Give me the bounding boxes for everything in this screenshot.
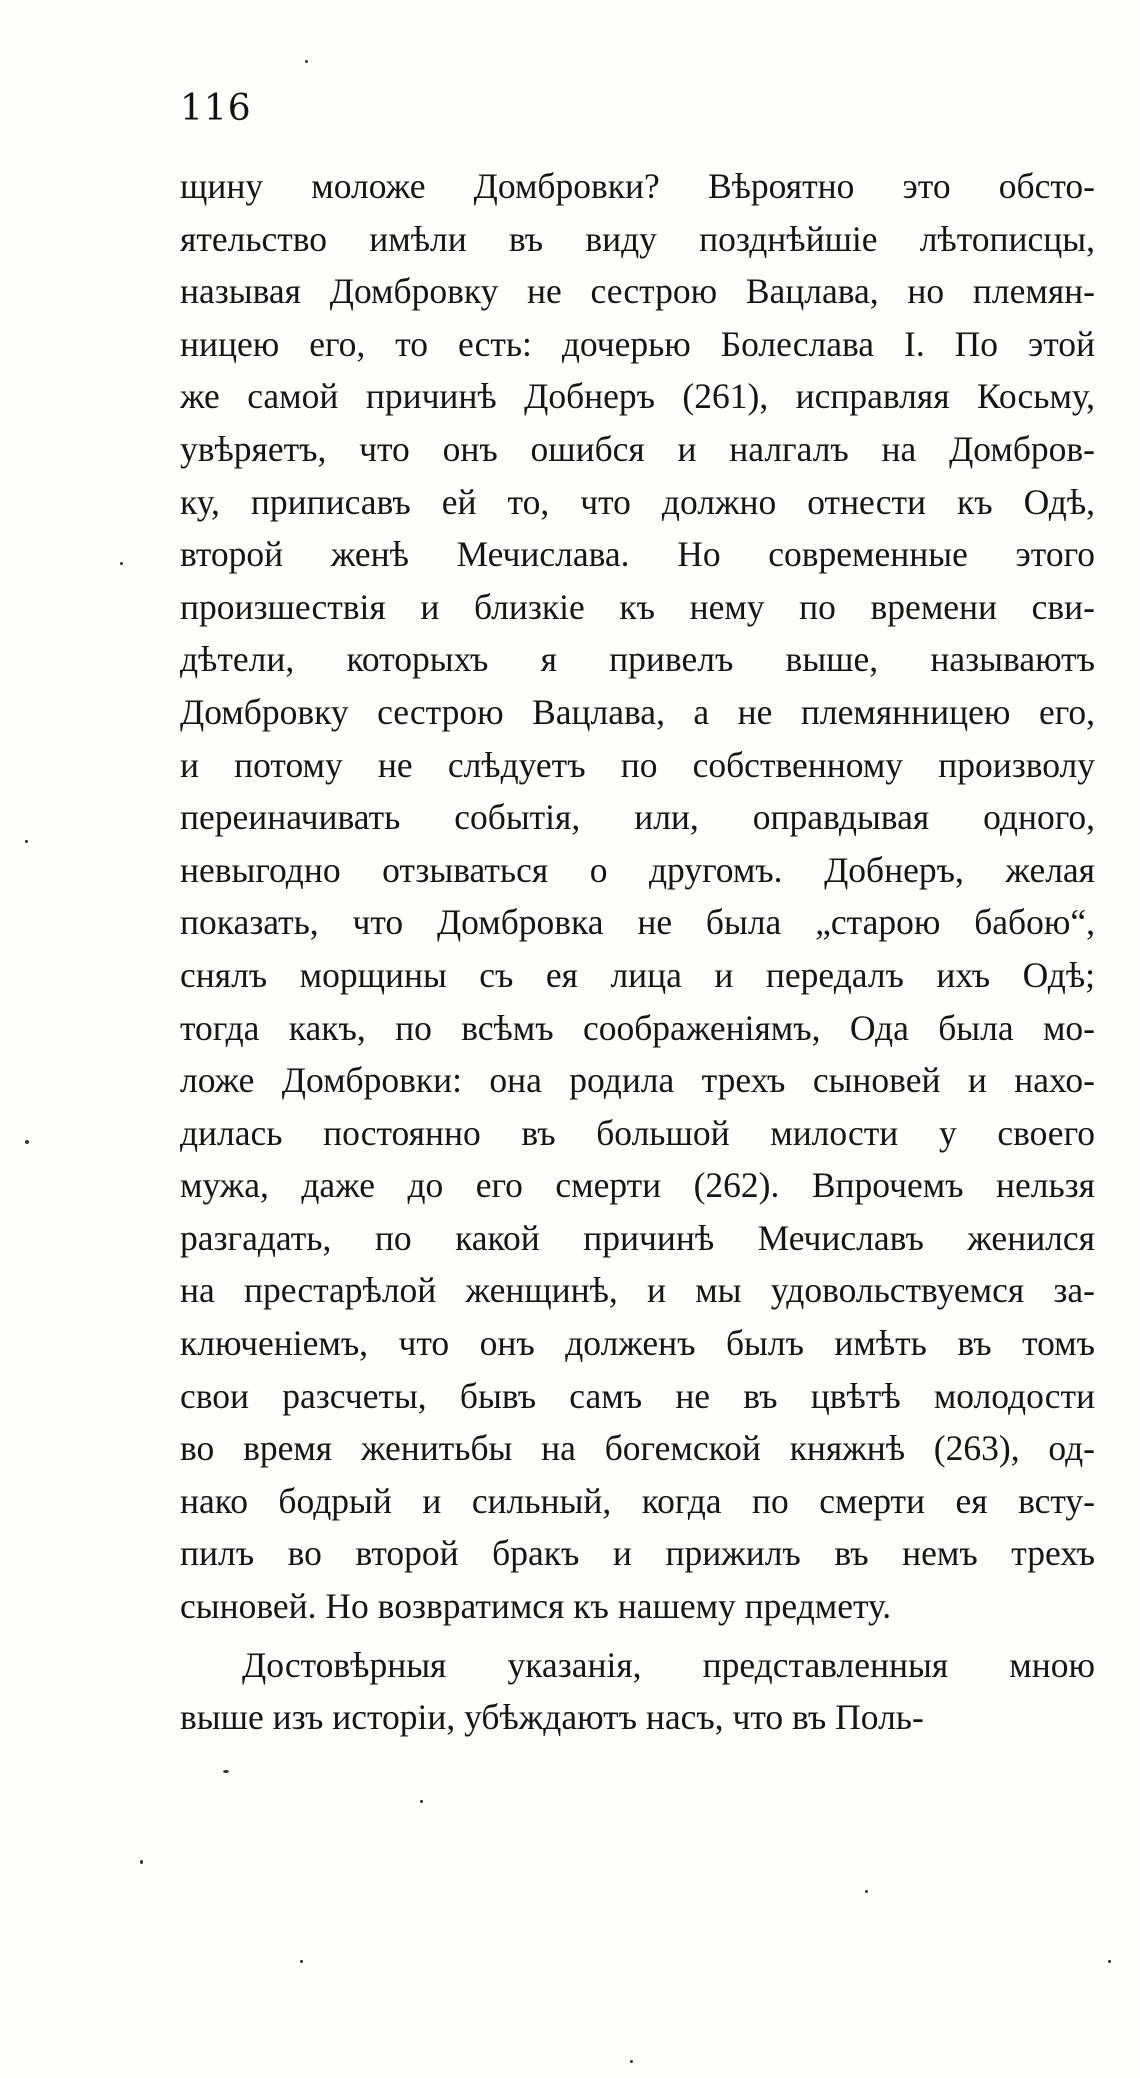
scan-speck (140, 1860, 143, 1864)
text-line: невыгодно отзываться о другомъ. Добнеръ, желая (180, 849, 1095, 890)
text-line: свои разсчеты, бывъ самъ не въ цвѣтѣ молодости (180, 1375, 1095, 1416)
text-line: дилась постоянно въ большой милости у своего (180, 1112, 1095, 1153)
text-line: показать, что Домбровка не была „старою бабою“, (180, 902, 1095, 943)
text-line: увѣряетъ, что онъ ошибся и налгалъ на Домбров- (180, 428, 1095, 469)
text-line: Домбровку сестрою Вацлава, а не племянницею его, (180, 691, 1095, 732)
text-line: переиначивать событія, или, оправдывая одного, (180, 797, 1095, 838)
text-line: ложе Домбровки: она родила трехъ сыновей и нахо- (180, 1060, 1095, 1101)
text-line: нако бодрый и сильный, когда по смерти ея всту- (180, 1480, 1095, 1521)
scan-speck (25, 1140, 29, 1144)
text-line: второй женѣ Мечислава. Но современные этого (180, 534, 1095, 575)
text-line: называя Домбровку не сестрою Вацлава, но племян- (180, 271, 1095, 312)
text-line: дѣтели, которыхъ я привелъ выше, называютъ (180, 639, 1095, 680)
text-line: мужа, даже до его смерти (262). Впрочемъ нельзя (180, 1165, 1095, 1206)
text-line: ключеніемъ, что онъ долженъ былъ имѣть въ томъ (180, 1323, 1095, 1364)
scan-speck (630, 2060, 633, 2063)
text-line: тогда какъ, по всѣмъ соображеніямъ, Ода была мо- (180, 1007, 1095, 1048)
text-line: разгадать, по какой причинѣ Мечиславъ женился (180, 1217, 1095, 1258)
text-line: Достовѣрныя указанія, представленныя мною (242, 1644, 1095, 1685)
scan-speck (865, 1890, 868, 1893)
text-line: и потому не слѣдуетъ по собственному произволу (180, 744, 1095, 785)
scan-speck (305, 60, 308, 63)
text-line: щину моложе Домбровки? Вѣроятно это обсто- (180, 166, 1095, 206)
text-line: снялъ морщины съ ея лица и передалъ ихъ Одѣ; (180, 954, 1095, 995)
scan-speck (120, 562, 123, 565)
scan-speck (420, 1800, 423, 1803)
scan-speck (300, 1960, 303, 1963)
text-line: ку, приписавъ ей то, что должно отнести къ Одѣ, (180, 481, 1095, 522)
text-line: выше изъ исторіи, убѣждаютъ насъ, что въ Поль- (180, 1697, 924, 1738)
text-line: произшествія и близкіе къ нему по времени сви- (180, 586, 1095, 627)
text-line: пилъ во второй бракъ и прижилъ въ немъ трехъ (180, 1533, 1095, 1574)
scan-speck (223, 1770, 229, 1773)
body-text (180, 160, 1095, 1744)
text-line: на престарѣлой женщинѣ, и мы удовольствуемся за- (180, 1270, 1095, 1311)
text-line: ятельство имѣли въ виду позднѣйшіе лѣтописцы, (180, 218, 1095, 259)
text-line: сыновей. Но возвратимся къ нашему предмету. (180, 1586, 892, 1627)
text-line: во время женитьбы на богемской княжнѣ (263), од- (180, 1428, 1095, 1469)
scan-speck (1108, 1960, 1111, 1963)
page-number: 116 (180, 88, 252, 129)
text-line: же самой причинѣ Добнеръ (261), исправляя Косьму, (180, 376, 1095, 417)
text-line: ницею его, то есть: дочерью Болеслава I. По этой (180, 323, 1095, 364)
scan-speck (25, 840, 28, 843)
